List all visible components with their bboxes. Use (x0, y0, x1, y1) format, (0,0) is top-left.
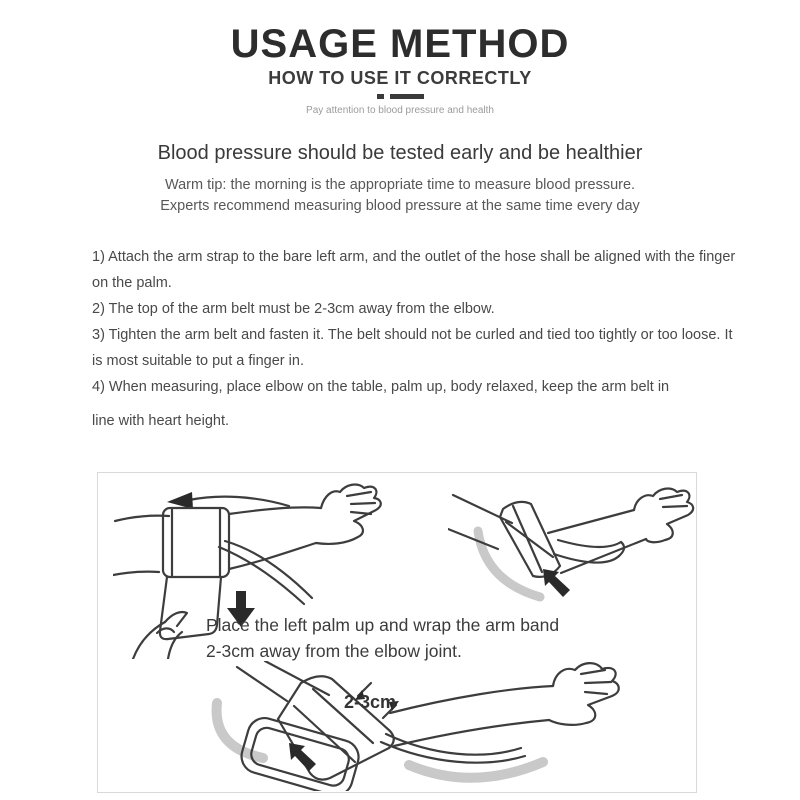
warm-tip-line1: Warm tip: the morning is the appropriate time to measure blood pressure. (164, 177, 636, 193)
instruction-step-2: 2) The top of the arm belt must be 2-3cm away from the elbow. (92, 301, 495, 317)
wrap-motion-swoosh-bottom (409, 762, 543, 778)
warm-tip (0, 175, 800, 217)
air-hose-graphic (219, 541, 312, 604)
point-to-elbow-arrow-icon (543, 569, 570, 597)
caption-line1: Place the left palm up and wrap the arm band (206, 615, 560, 635)
intro-heading: Blood pressure should be tested early and be healthier (157, 142, 643, 164)
buckle-arrow-icon (289, 743, 316, 771)
caption-line2: 2-3cm away from the elbow joint. (206, 641, 462, 661)
title-divider (0, 94, 800, 99)
diagram-caption (206, 612, 559, 664)
instruction-step-4-continued: line with heart height. (92, 413, 230, 429)
divider-dot-icon (377, 94, 384, 99)
instruction-list (92, 244, 738, 434)
page-subtitle: HOW TO USE IT CORRECTLY (268, 68, 532, 88)
divider-dash-icon (390, 94, 424, 99)
warm-tip-line2: Experts recommend measuring blood pressure at the same time every day (160, 198, 640, 214)
diagram-box (97, 472, 697, 793)
instruction-step-4: 4) When measuring, place elbow on the table, palm up, body relaxed, keep the arm belt in (92, 379, 670, 395)
measurement-label: 2-3cm (344, 692, 397, 712)
cuff-graphic (500, 502, 624, 577)
arm-graphic (237, 661, 619, 746)
cuff-distance-illustration (153, 661, 663, 791)
tagline: Pay attention to blood pressure and health (306, 105, 494, 116)
slide-left-arrow-icon (167, 492, 289, 509)
instruction-step-3: 3) Tighten the arm belt and fasten it. The belt should not be curled and tied too tightly or too loose. It is most suitable to put a finger in. (92, 327, 733, 369)
instruction-step-1: 1) Attach the arm strap to the bare left arm, and the outlet of the hose shall be aligned with the finger on the palm. (92, 249, 736, 291)
wrap-motion-swoosh-left (217, 703, 263, 758)
page-title: USAGE METHOD (230, 22, 570, 66)
elbow-cuff-illustration (448, 485, 698, 625)
air-hose-graphic (381, 734, 525, 763)
